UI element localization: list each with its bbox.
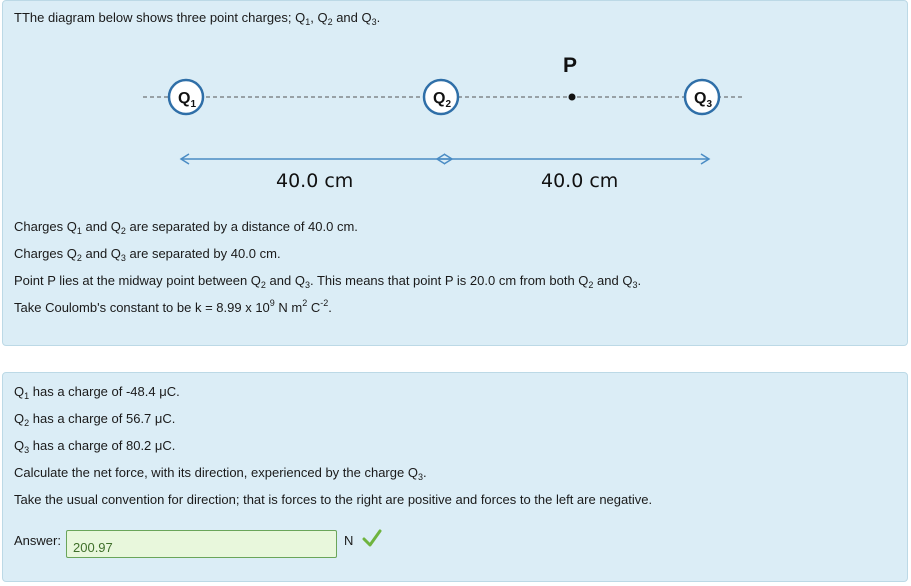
check-icon [362, 528, 382, 548]
distance-label-1: 40.0 cm [276, 170, 354, 192]
charge-q3-text: $Q_3$ has a charge of 80.2 μC. [14, 438, 176, 455]
convention-text: Take the usual convention for direction; that is forces to the right are positive and forces to the left are negative. [14, 492, 653, 507]
svg-text:Q3: $Q_3$ [694, 90, 713, 110]
charge-q1 [169, 80, 203, 114]
charge-diagram [0, 0, 911, 200]
distance-arrow-2 [437, 154, 709, 164]
desc-line-2: Charges $Q_2$ and $Q_3$ are separated by 40.0 cm. [14, 246, 281, 263]
svg-text:Q2: $Q_2$ [433, 90, 452, 110]
answer-label: Answer: [14, 533, 61, 548]
intro-text: TThe diagram below shows three point charges; $Q_1$, $Q_2$ and $Q_3$. [14, 10, 381, 27]
desc-line-1: Charges $Q_1$ and $Q_2$ are separated by a distance of 40.0 cm. [14, 219, 358, 236]
svg-text:Q1: $Q_1$ [178, 90, 197, 110]
task-text: Calculate the net force, with its direction, experienced by the charge $Q_3$. [14, 465, 427, 482]
point-p-dot [569, 94, 576, 101]
point-p-label: P [563, 54, 578, 77]
desc-line-3: Point P lies at the midway point between $Q_2$ and $Q_3$. This means that point P is 20.0 cm from both $Q_2$ and $Q_3$. [14, 273, 642, 290]
unit-label: N [344, 533, 354, 548]
distance-label-2: 40.0 cm [541, 170, 619, 192]
charge-q2 [424, 80, 458, 114]
answer-input[interactable] [66, 530, 337, 558]
charge-q3 [685, 80, 719, 114]
charge-q2-text: $Q_2$ has a charge of 56.7 μC. [14, 411, 176, 428]
distance-arrow-1 [181, 154, 452, 164]
desc-line-4: Take Coulomb's constant to be k = 8.99 x $10^9$ N $m^2$ $C^{-2}$. [14, 298, 332, 315]
charge-q1-text: $Q_1$ has a charge of -48.4 μC. [14, 384, 180, 401]
